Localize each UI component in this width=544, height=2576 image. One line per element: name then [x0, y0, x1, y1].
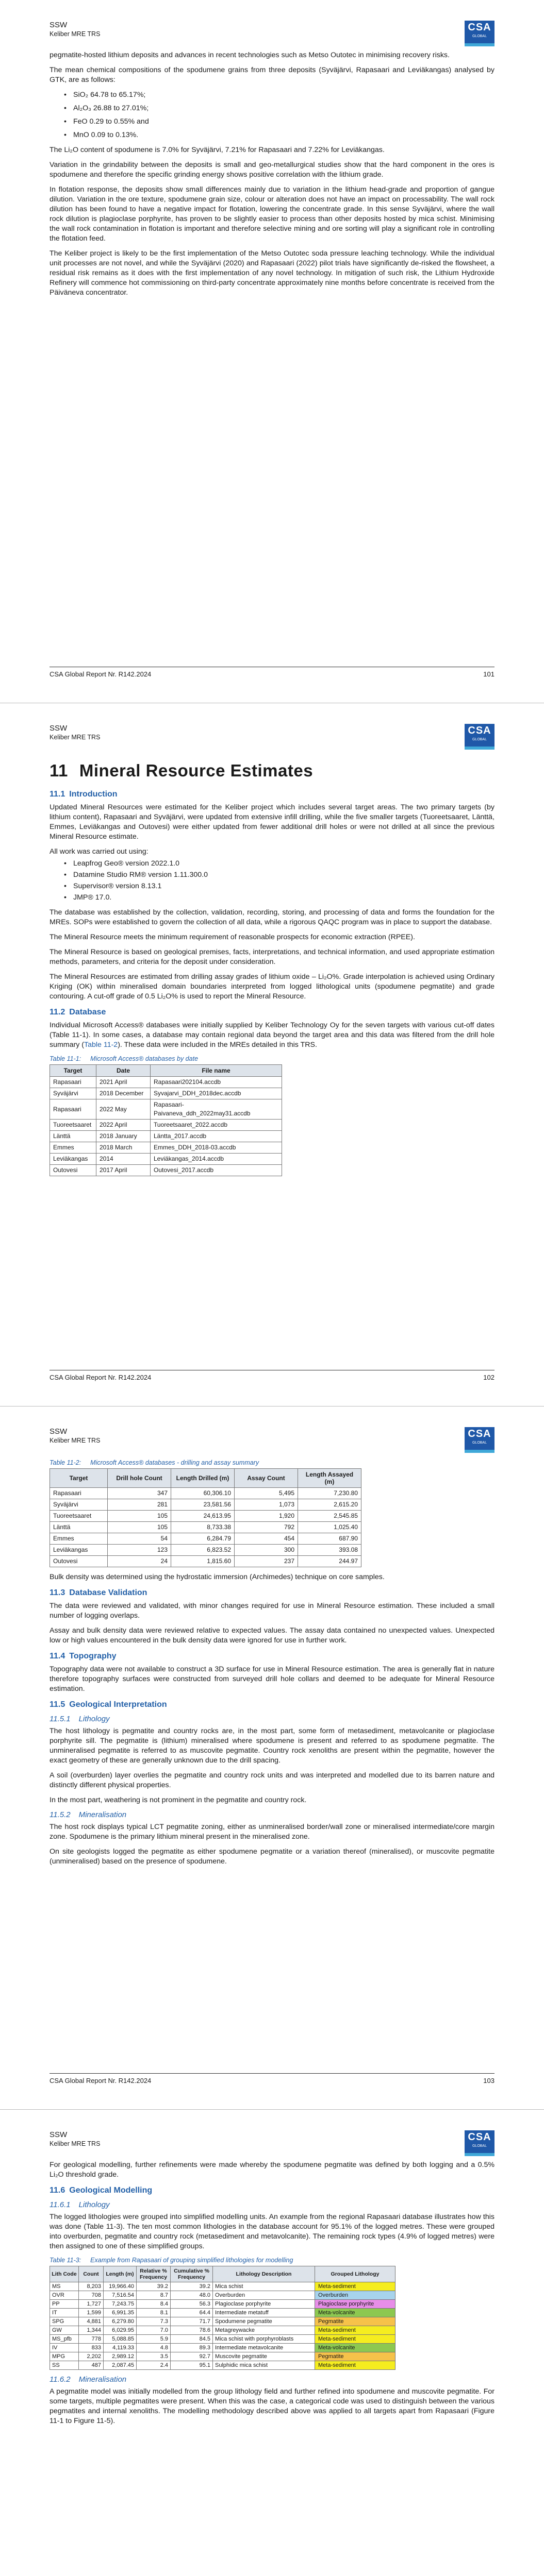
column-header: Assay Count [235, 1469, 298, 1488]
page-footer [50, 1370, 494, 1381]
page-header [50, 2130, 494, 2155]
paragraph: The host rock displays typical LCT pegmatite zoning, either as unmineralised border/wall zone or mineralised intermediate/core margin zone. Spodumene is the primary lithium mineral present in the mineralised zone. [50, 1823, 494, 1841]
table-cell: 7,230.80 [298, 1488, 361, 1499]
paragraph: The Mineral Resource is based on geological premises, facts, interpretations, and technical information, and used appropriate estimation methods, parameters, and criteria for the deposit under consideration. [50, 948, 494, 966]
table-cell: 2021 April [96, 1077, 151, 1088]
table-cell: Syväjärvi [50, 1499, 108, 1511]
grouped-lithology-label: Meta-sediment [318, 2283, 356, 2290]
lithology-grouping-table [50, 2266, 395, 2370]
page-number: 102 [483, 1374, 494, 1381]
paragraph: pegmatite-hosted lithium deposits and advances in recent technologies such as Metso Outotec in minimising recovery risks. [50, 51, 450, 59]
drilling-summary-table [50, 1468, 361, 1567]
paragraph: All work was carried out using: [50, 848, 149, 856]
table-cell: 2,087.45 [104, 2361, 137, 2370]
table-cell: PP [50, 2300, 79, 2309]
paragraph: Variation in the grindability between the deposits is small and geo-metallurgical studies show that the hard component in the ores is spodumene and therefore the specific grinding energy shows positive correlation with the lithium grade. [50, 161, 494, 179]
bullet-list [50, 90, 494, 140]
table-cell: 7,516.54 [104, 2291, 137, 2300]
table-cell: Rapasaari [50, 1077, 96, 1088]
page-footer [50, 2073, 494, 2084]
table-cell: 95.1 [171, 2361, 213, 2370]
table-row [50, 2326, 395, 2335]
table-cell: Länttä [50, 1522, 108, 1533]
table-cell: 4.8 [137, 2344, 171, 2352]
csa-logo: CSA GLOBAL [465, 1427, 494, 1453]
table-cell: Outovesi [50, 1165, 96, 1176]
table-cell: Outovesi [50, 1556, 108, 1567]
table-cell: 6,029.95 [104, 2326, 137, 2335]
grouped-lithology-label: Meta-sediment [318, 2327, 356, 2333]
report-page [0, 0, 544, 703]
table-cell: 487 [79, 2361, 104, 2370]
table-cell: 19,966.40 [104, 2282, 137, 2291]
table-cell: Syväjärvi [50, 1088, 96, 1099]
table-cell: 1,815.60 [171, 1556, 235, 1567]
paragraph: The Mineral Resource meets the minimum requirement of reasonable prospects for economic extraction (RPEE). [50, 933, 415, 941]
section-heading: 11.3 Database Validation [50, 1588, 147, 1597]
table-cell: Rapasaari [50, 1099, 96, 1120]
subsection-heading: 11.5.1 Lithology [50, 1715, 110, 1723]
table-cell: 393.08 [298, 1545, 361, 1556]
table-cell: 2,615.20 [298, 1499, 361, 1511]
table-cell [315, 2317, 395, 2326]
paragraph: The data were reviewed and validated, with minor changes required for use in Mineral Resource estimation. These included a small number of logging overlaps. [50, 1602, 494, 1620]
page-number: 103 [483, 2077, 494, 2084]
table-row [50, 1120, 282, 1131]
table-cell: Leviäkangas [50, 1154, 96, 1165]
table-row [50, 2282, 395, 2291]
table-cell: 71.7 [171, 2317, 213, 2326]
table-cell: 5,495 [235, 1488, 298, 1499]
table-row [50, 2344, 395, 2352]
report-page [0, 703, 544, 1406]
table-cell: Intermediate metavolcanite [213, 2344, 315, 2352]
company-name: SSW [50, 724, 68, 733]
table-cell [315, 2352, 395, 2361]
table-cell: 708 [79, 2291, 104, 2300]
table-row [50, 2291, 395, 2300]
table-cell: 1,727 [79, 2300, 104, 2309]
table-row [50, 1545, 361, 1556]
column-header: Target [50, 1469, 108, 1488]
column-header: Target [50, 1065, 96, 1077]
table-cell: Leviäkangas [50, 1545, 108, 1556]
table-cell [315, 2344, 395, 2352]
table-cell: Spodumene pegmatite [213, 2317, 315, 2326]
table-cell: Sulphidic mica schist [213, 2361, 315, 2370]
table-row [50, 2317, 395, 2326]
paragraph: Assay and bulk density data were reviewed relative to expected values. The assay data contained no unexpected values. Unexpected low or high values encountered in the bulk density data were ignored for use in further work. [50, 1626, 494, 1645]
grouped-lithology-label: Pegmatite [318, 2353, 344, 2360]
company-name: SSW [50, 2130, 68, 2139]
table-cell: 1,344 [79, 2326, 104, 2335]
table-cell: Mica schist [213, 2282, 315, 2291]
paragraph: The database was established by the collection, validation, recording, storing, and processing of data and forms the foundation for the MREs. SOPs were established to govern the collection of all data, while a rigorous QAQC program was in place to support the database. [50, 908, 494, 926]
table-cell: 2017 April [96, 1165, 151, 1176]
table-cell: Metagreywacke [213, 2326, 315, 2335]
table-cell: 6,284.79 [171, 1533, 235, 1545]
grouped-lithology-label: Pegmatite [318, 2318, 344, 2325]
table-cell: 687.90 [298, 1533, 361, 1545]
table-cell: 2014 [96, 1154, 151, 1165]
table-cell: 2.4 [137, 2361, 171, 2370]
table-cell: 2,989.12 [104, 2352, 137, 2361]
table-cell: 2022 May [96, 1099, 151, 1120]
project-name: Keliber MRE TRS [50, 30, 101, 38]
page-header [50, 21, 494, 45]
column-header: Lith Code [50, 2266, 79, 2282]
table-cell: Leviäkangas_2014.accdb [151, 1154, 282, 1165]
table-cell: 4,881 [79, 2317, 104, 2326]
grouped-lithology-label: Meta-sediment [318, 2336, 356, 2342]
table-cell: 237 [235, 1556, 298, 1567]
csa-logo: CSA GLOBAL [465, 21, 494, 46]
table-row [50, 2309, 395, 2317]
report-number: CSA Global Report Nr. R142.2024 [50, 1374, 152, 1381]
paragraph: Topography data were not available to construct a 3D surface for use in Mineral Resource estimation. The area is generally flat in nature therefore topography surfaces were constructed from surveyed drill hole collars and deemed to be adequate for Mineral Resource estimation. [50, 1665, 494, 1693]
table-body [50, 2282, 395, 2370]
table-row [50, 1556, 361, 1567]
table-cell: 4,119.33 [104, 2344, 137, 2352]
grouped-lithology-label: Meta-volcanite [318, 2345, 355, 2351]
table-cell: 454 [235, 1533, 298, 1545]
section-heading: 11.4 Topography [50, 1652, 117, 1660]
table-cell: Emmes_DDH_2018-03.accdb [151, 1142, 282, 1154]
table-cell: 39.2 [137, 2282, 171, 2291]
bullet-list [50, 859, 494, 903]
table-cell: GW [50, 2326, 79, 2335]
table-cell: SPG [50, 2317, 79, 2326]
table-row [50, 1522, 361, 1533]
column-header: Drill hole Count [108, 1469, 171, 1488]
table-cell: IV [50, 2344, 79, 2352]
table-row [50, 1142, 282, 1154]
grouped-lithology-label: Overburden [318, 2292, 349, 2298]
subsection-heading: 11.6.1 Lithology [50, 2200, 110, 2209]
table-cell [315, 2309, 395, 2317]
table-cell: 7,243.75 [104, 2300, 137, 2309]
column-header: Count [79, 2266, 104, 2282]
table-row [50, 2352, 395, 2361]
paragraph: In the most part, weathering is not prominent in the pegmatite and country rock. [50, 1796, 307, 1804]
table-cell: 6,991.35 [104, 2309, 137, 2317]
page-footer [50, 667, 494, 678]
table-cell: 84.5 [171, 2335, 213, 2344]
list-item: • Supervisor® version 8.13.1 [50, 882, 494, 891]
paragraph: The logged lithologies were grouped into simplified modelling units. An example from the regional Rapasaari database illustrates how this was done (Table 11-3). The ten most common lithologies in the database account for 95.1% of the logged metres. These were grouped into overburden, pegmatite and country rock (metasediment and metavolcanite). The remaining rock types (4.9% of logged metres) were then assigned to one of these simplified groups. [50, 2213, 494, 2250]
table-cell: 8.1 [137, 2309, 171, 2317]
paragraph: On site geologists logged the pegmatite as either spodumene pegmatite or a variation thereof (mineralised), or muscovite pegmatite (unmineralised) based on the presence of spodumene. [50, 1848, 494, 1866]
table-cell: 78.6 [171, 2326, 213, 2335]
table-cell: 7.0 [137, 2326, 171, 2335]
table-body [50, 1488, 361, 1567]
table-cell: 792 [235, 1522, 298, 1533]
table-cell: 24 [108, 1556, 171, 1567]
table-row [50, 1499, 361, 1511]
table-cell: 2022 April [96, 1120, 151, 1131]
table-cell: 23,581.56 [171, 1499, 235, 1511]
table-cell: Overburden [213, 2291, 315, 2300]
table-cell: SS [50, 2361, 79, 2370]
table-cell: MS_pfb [50, 2335, 79, 2344]
table-cell: 6,279.80 [104, 2317, 137, 2326]
table-cell: IT [50, 2309, 79, 2317]
table-cell: 244.97 [298, 1556, 361, 1567]
table-row [50, 1511, 361, 1522]
page-header [50, 1427, 494, 1452]
table-cell: Plagioclase porphyrite [213, 2300, 315, 2309]
table-cell: 105 [108, 1522, 171, 1533]
table-reference-link[interactable]: Table 11-2 [84, 1041, 118, 1049]
column-header: Length Assayed (m) [298, 1469, 361, 1488]
company-name: SSW [50, 1427, 68, 1436]
paragraph: Bulk density was determined using the hydrostatic immersion (Archimedes) technique on core samples. [50, 1573, 385, 1581]
table-cell: 300 [235, 1545, 298, 1556]
table-cell: 64.4 [171, 2309, 213, 2317]
table-cell [315, 2300, 395, 2309]
table-cell: Syvajarvi_DDH_2018dec.accdb [151, 1088, 282, 1099]
list-item: • FeO 0.29 to 0.55% and [50, 117, 494, 127]
table-cell: 2,202 [79, 2352, 104, 2361]
table-cell: Länttä [50, 1131, 96, 1142]
list-item: • JMP® 17.0. [50, 893, 494, 903]
project-name: Keliber MRE TRS [50, 734, 101, 741]
grouped-lithology-label: Plagioclase porphyrite [318, 2301, 374, 2307]
paragraph: For geological modelling, further refinements were made whereby the spodumene pegmatite was defined by both logging and a 0.5% Li₂O threshold grade. [50, 2161, 494, 2179]
table-cell: Muscovite pegmatite [213, 2352, 315, 2361]
table-cell: Outovesi_2017.accdb [151, 1165, 282, 1176]
table-cell: 8,733.38 [171, 1522, 235, 1533]
csa-logo: CSA GLOBAL [465, 724, 494, 750]
table-cell: 92.7 [171, 2352, 213, 2361]
table-row [50, 1154, 282, 1165]
table-row [50, 1099, 282, 1120]
table-cell: 2,545.85 [298, 1511, 361, 1522]
table-cell: 39.2 [171, 2282, 213, 2291]
table-cell: 347 [108, 1488, 171, 1499]
column-header: Relative % Frequency [137, 2266, 171, 2282]
project-name: Keliber MRE TRS [50, 1437, 101, 1444]
list-item: • MnO 0.09 to 0.13%. [50, 130, 494, 140]
paragraph: Individual Microsoft Access® databases were initially supplied by Keliber Technology Oy for the seven targets with various cut-off dates (Table 11-1). In some cases, a database may contain regional data beyond the target area and this data was filtered from the drill hole summary (Table 11-2). These data were included in the MREs detailed in this TRS. [50, 1021, 494, 1049]
report-number: CSA Global Report Nr. R142.2024 [50, 2077, 152, 2084]
list-item: • SiO₂ 64.78 to 65.17%; [50, 90, 494, 100]
csa-logo: CSA GLOBAL [465, 2130, 494, 2156]
paragraph: In flotation response, the deposits show small differences mainly due to variation in the lithium head-grade and proportion of gangue dilution. Variation in the ore texture, spodumene grain size, colour or alteration does not have an impact on processability. The wall rock dilution has been found to have a negative impact for flotation, lowering the concentrate grade. In this sense Syväjärvi, where the wall rock dilution is plagioclase porphyrite, has proven to be slightly easier to process than other deposits hosted by mica schist. Minimising the wall rock contamination in flotation is important and therefore selective mining and ore sorting will play a significant role in controlling the flotation feed. [50, 185, 494, 243]
table-cell: Rapasaari [50, 1488, 108, 1499]
paragraph: The Keliber project is likely to be the first implementation of the Metso Outotec soda pressure leaching technology. While the individual unit processes are not novel, and while the Syväjärvi (2020) and Rapasaari (2022) pilot trials have significantly de-risked the flowsheet, a residual risk remains as it does with the first implementation of any novel technology. In mitigation of such risk, the Lithium Hydroxide Refinery will commence hot commissioning on third-party concentrate approximately nine months before concentrate is received from the Päiväneva concentrator. [50, 249, 494, 297]
column-header: Length Drilled (m) [171, 1469, 235, 1488]
page-header [50, 724, 494, 749]
table-cell: Emmes [50, 1533, 108, 1545]
list-item: • Datamine Studio RM® version 1.11.300.0 [50, 870, 494, 880]
company-name: SSW [50, 21, 68, 29]
report-page [0, 2110, 544, 2576]
table-cell: 1,599 [79, 2309, 104, 2317]
table-cell: 7.3 [137, 2317, 171, 2326]
table-cell: Rapasaari-Paivaneva_ddh_2022may31.accdb [151, 1099, 282, 1120]
table-cell [315, 2335, 395, 2344]
paragraph: The host lithology is pegmatite and country rocks are, in the most part, some form of metasediment, metavolcanite or plagioclase porphyrite sill. The pegmatite is (lithium) mineralised where spodumene is present and referred to as spodumene pegmatite. The unmineralised pegmatite is referred to as muscovite pegmatite. Country rock xenoliths are present within the pegmatite, however the exact geometry of these are generally unknown due to the drill spacing. [50, 1727, 494, 1765]
chapter-title: 11 Mineral Resource Estimates [50, 761, 314, 780]
table-cell: 54 [108, 1533, 171, 1545]
table-cell: 833 [79, 2344, 104, 2352]
table-cell [315, 2361, 395, 2370]
table-cell: 60,306.10 [171, 1488, 235, 1499]
table-caption: Table 11-3: Example from Rapasaari of grouping simplified lithologies for modelling [50, 2257, 293, 2264]
column-header: Date [96, 1065, 151, 1077]
project-name: Keliber MRE TRS [50, 2140, 101, 2147]
table-cell: 2018 January [96, 1131, 151, 1142]
column-header: Grouped Lithology [315, 2266, 395, 2282]
table-cell: 5,088.85 [104, 2335, 137, 2344]
report-number: CSA Global Report Nr. R142.2024 [50, 670, 152, 678]
table-cell: MPG [50, 2352, 79, 2361]
table-cell: Tuoreetsaaret [50, 1511, 108, 1522]
subsection-heading: 11.5.2 Mineralisation [50, 1810, 127, 1819]
table-row [50, 1165, 282, 1176]
report-page [0, 1406, 544, 2110]
table-cell: 89.3 [171, 2344, 213, 2352]
paragraph: The Mineral Resources are estimated from drilling assay grades of lithium oxide – Li₂O%. Grade interpolation is achieved using Ordinary Kriging (OK) within mineralised domain boundaries interpreted from logged lithological units (spodumene pegmatite) and grade contouring. A cut-off grade of 0.5 Li₂O% is used to report the Mineral Resource. [50, 973, 494, 1001]
table-cell: 778 [79, 2335, 104, 2344]
table-cell: OVR [50, 2291, 79, 2300]
list-item: • Leapfrog Geo® version 2022.1.0 [50, 859, 494, 869]
table-cell: 3.5 [137, 2352, 171, 2361]
grouped-lithology-label: Meta-volcanite [318, 2310, 355, 2316]
table-cell: 1,073 [235, 1499, 298, 1511]
table-row [50, 1088, 282, 1099]
list-item: • Al₂O₃ 26.88 to 27.01%; [50, 104, 494, 113]
table-cell: 123 [108, 1545, 171, 1556]
table-row [50, 1077, 282, 1088]
column-header: Length (m) [104, 2266, 137, 2282]
table-cell: Läntta_2017.accdb [151, 1131, 282, 1142]
table-cell: 6,823.52 [171, 1545, 235, 1556]
page-number: 101 [483, 670, 494, 678]
table-cell [315, 2282, 395, 2291]
table-cell: 2018 March [96, 1142, 151, 1154]
table-cell: Rapasaari202104.accdb [151, 1077, 282, 1088]
paragraph: Updated Mineral Resources were estimated for the Keliber project which includes several target areas. The two primary targets (by lithium content), Rapasaari and Syväjärvi, were updated from extensive infill drilling, while the five smaller targets (Tuoreetsaaret, Länttä, Emmes, Leviäkangas and Outovesi) were either updated from fewer additional drill holes or were not drilled at all since the previous Mineral Resource estimate. [50, 803, 494, 841]
table-caption: Table 11-2: Microsoft Access® databases - drilling and assay summary [50, 1459, 259, 1466]
table-caption: Table 11-1: Microsoft Access® databases by date [50, 1055, 199, 1062]
table-cell: MS [50, 2282, 79, 2291]
table-cell: Intermediate metatuff [213, 2309, 315, 2317]
table-cell: 281 [108, 1499, 171, 1511]
table-row [50, 1533, 361, 1545]
section-heading: 11.6 Geological Modelling [50, 2186, 153, 2195]
table-cell: 105 [108, 1511, 171, 1522]
table-row [50, 2335, 395, 2344]
table-cell: 1,025.40 [298, 1522, 361, 1533]
table-cell [315, 2291, 395, 2300]
table-row [50, 1131, 282, 1142]
table-row [50, 2361, 395, 2370]
section-heading: 11.2 Database [50, 1008, 106, 1016]
table-cell: Emmes [50, 1142, 96, 1154]
paragraph: The Li₂O content of spodumene is 7.0% for Syväjärvi, 7.21% for Rapasaari and 7.22% for Leviäkangas. [50, 146, 385, 154]
subsection-heading: 11.6.2 Mineralisation [50, 2375, 127, 2384]
table-cell: 48.0 [171, 2291, 213, 2300]
table-cell: 1,920 [235, 1511, 298, 1522]
table-cell: 2018 December [96, 1088, 151, 1099]
table-row [50, 1488, 361, 1499]
table-cell: Tuoreetsaaret_2022.accdb [151, 1120, 282, 1131]
grouped-lithology-label: Meta-sediment [318, 2362, 356, 2368]
column-header: Lithology Description [213, 2266, 315, 2282]
column-header: Cumulative % Frequency [171, 2266, 213, 2282]
table-body [50, 1077, 282, 1176]
table-cell [315, 2326, 395, 2335]
table-cell: 56.3 [171, 2300, 213, 2309]
paragraph: A soil (overburden) layer overlies the pegmatite and country rock units and was interpreted and modelled due to its barren nature and distinctly different physical properties. [50, 1771, 494, 1789]
paragraph: A pegmatite model was initially modelled from the group lithology field and further refined into spodumene and muscovite pegmatite. For some targets, multiple pegmatites were present. When this was the case, a categorical code was used to distinguish between the various pegmatites and internal xenoliths. The modelling methodology described above was applied to all targets apart from Rapasaari (Figure 11-1 to Figure 11-5). [50, 2387, 494, 2425]
table-cell: 8,203 [79, 2282, 104, 2291]
table-cell: 8.7 [137, 2291, 171, 2300]
section-heading: 11.1 Introduction [50, 790, 118, 799]
table-cell: 8.4 [137, 2300, 171, 2309]
database-table [50, 1064, 282, 1176]
column-header: File name [151, 1065, 282, 1077]
table-cell: 24,613.95 [171, 1511, 235, 1522]
section-heading: 11.5 Geological Interpretation [50, 1700, 167, 1709]
table-cell: Tuoreetsaaret [50, 1120, 96, 1131]
table-cell: Mica schist with porphyroblasts [213, 2335, 315, 2344]
table-row [50, 2300, 395, 2309]
paragraph: The mean chemical compositions of the spodumene grains from three deposits (Syväjärvi, Rapasaari and Leviäkangas) analysed by GTK, are as follows: [50, 66, 494, 84]
table-cell: 5.9 [137, 2335, 171, 2344]
